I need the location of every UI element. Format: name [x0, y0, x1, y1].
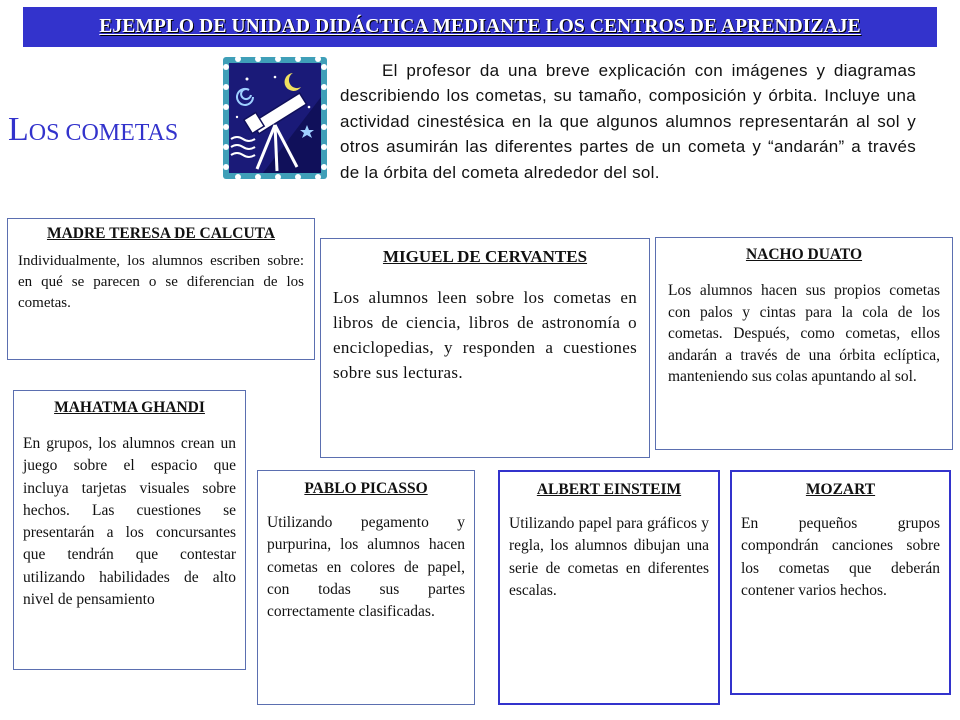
intro-text	[340, 58, 916, 185]
page-title	[8, 110, 178, 153]
banner-title: EJEMPLO DE UNIDAD DIDÁCTICA MEDIANTE LOS CENTROS DE APRENDIZAJE	[23, 7, 937, 47]
intro-paragraph: El profesor da una breve explicación con imágenes y diagramas describiendo los cometas, su tamaño, composición y órbita. Incluye una actividad cinestésica en la que algunos alumnos representarán al sol y otros asumirán las diferentes partes de un cometa y “andarán” a través de la órbita del cometa alrededor del sol.	[340, 61, 916, 182]
center-title: MIGUEL DE CERVANTES	[382, 247, 588, 266]
center-text: En pequeños grupos compondrán canciones sobre los cometas que deberán contener varios hechos.	[741, 515, 940, 599]
center-title: MAHATMA GHANDI	[54, 399, 205, 416]
center-text: Los alumnos leen sobre los cometas en libros de ciencia, libros de astronomía o enciclopedias, y responden a cuestiones sobre sus lecturas.	[333, 288, 637, 382]
center-title: NACHO DUATO	[745, 246, 863, 263]
center-card-cervantes	[320, 238, 650, 458]
center-text: En grupos, los alumnos crean un juego sobre el espacio que incluya tarjetas visuales sobre hechos. Las cuestiones se presentarán a los concursantes que tendrán que contestar utilizando habilidades de alto nivel de pensamiento	[23, 435, 236, 609]
center-title: MOZART	[805, 481, 876, 498]
center-card-picasso	[257, 470, 475, 705]
center-title: PABLO PICASSO	[304, 480, 428, 497]
center-title: MADRE TERESA DE CALCUTA	[46, 225, 276, 242]
center-text: Utilizando papel para gráficos y regla, los alumnos dibujan una serie de cometas en diferentes escalas.	[509, 515, 709, 599]
center-card-ghandi	[13, 390, 246, 670]
center-card-einsteim	[498, 470, 720, 705]
center-text: Individualmente, los alumnos escriben sobre: en qué se parecen o se diferencian de los cometas.	[18, 253, 304, 311]
center-card-mozart	[730, 470, 951, 695]
center-card-madre-teresa	[7, 218, 315, 360]
center-text: Los alumnos hacen sus propios cometas con palos y cintas para la cola de los cometas. Después, como cometas, ellos andarán a través de una órbita eclíptica, manteniendo sus colas apuntando al sol.	[668, 282, 940, 385]
telescope-icon	[223, 57, 327, 179]
center-card-nacho-duato	[655, 237, 953, 450]
title-initial: L	[8, 111, 29, 148]
center-text: Utilizando pegamento y purpurina, los alumnos hacen cometas en colores de papel, con todas sus partes correctamente clasificadas.	[267, 514, 465, 621]
center-title: ALBERT EINSTEIM	[536, 481, 682, 498]
title-rest: OS COMETAS	[28, 120, 179, 146]
